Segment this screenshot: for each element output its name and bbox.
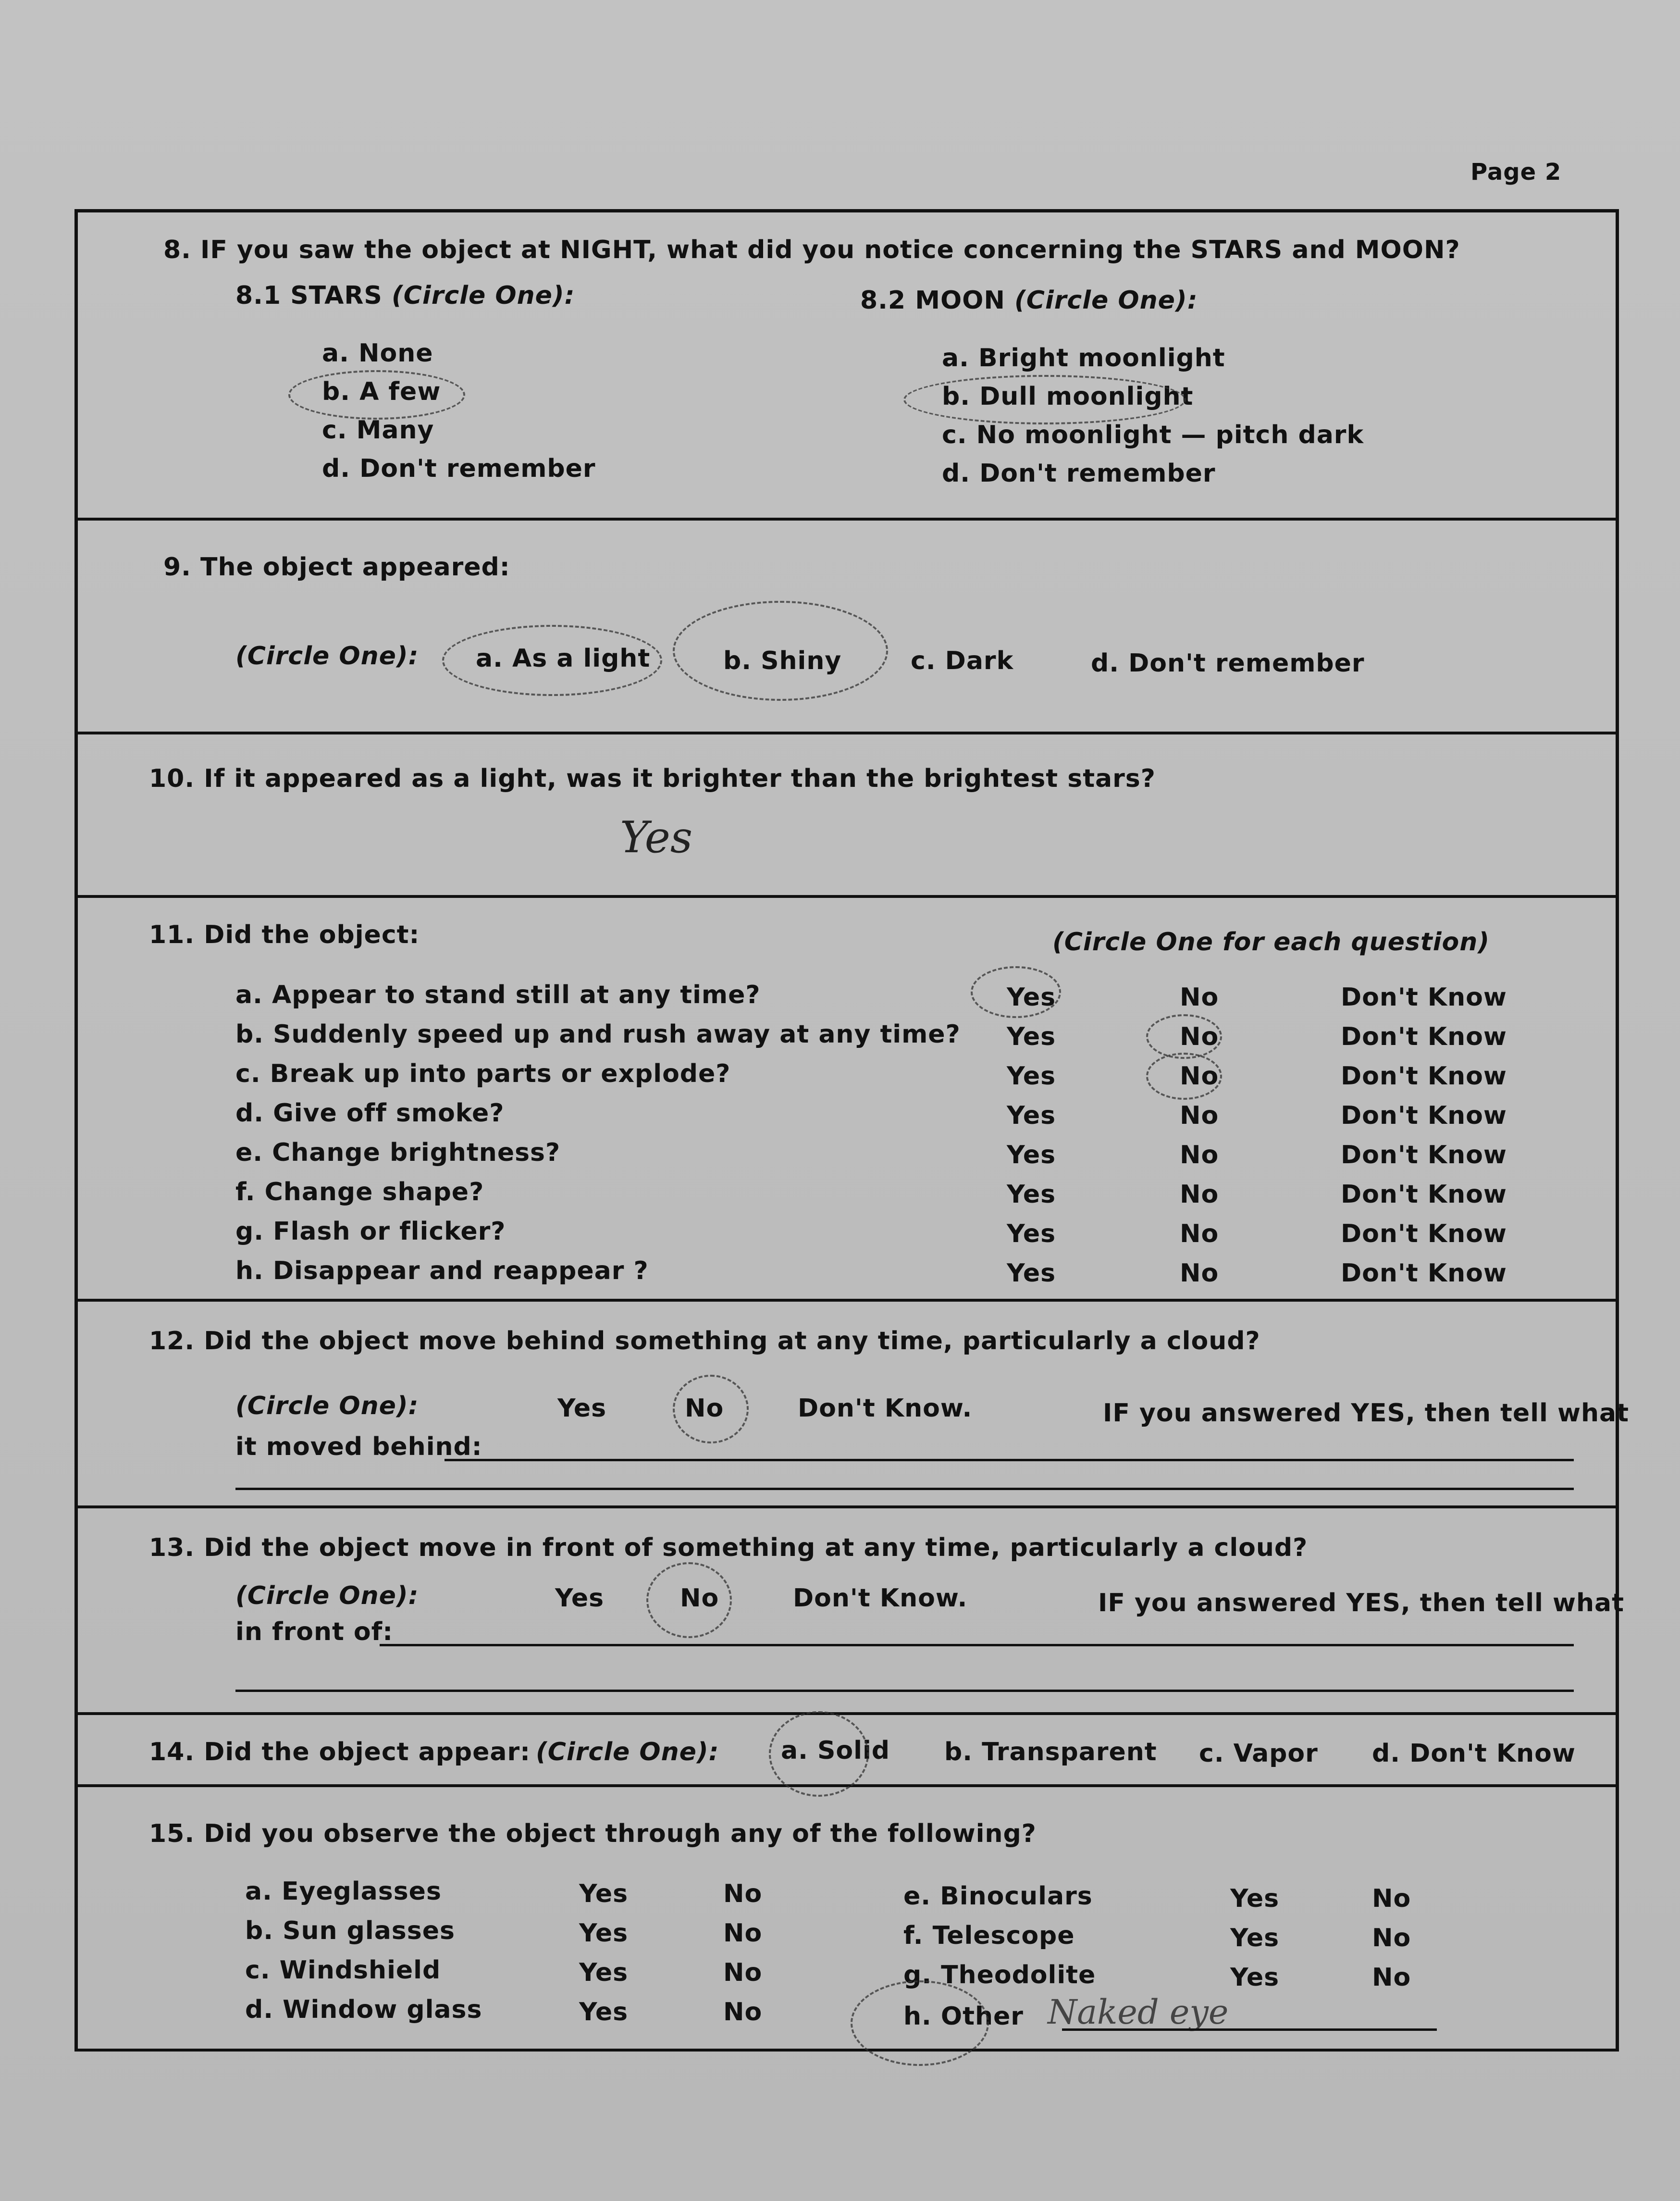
section-divider (78, 732, 1616, 734)
q15-yes-option[interactable]: Yes (579, 1879, 629, 1908)
q9-option-d[interactable]: d. Don't remember (1091, 649, 1365, 678)
q11-item-label: e. Change brightness? (235, 1138, 561, 1167)
moon-option-b[interactable]: b. Dull moonlight (942, 382, 1194, 411)
q12-answer-line-2[interactable] (235, 1488, 1574, 1490)
q11-answer-option[interactable]: Yes (1007, 1022, 1056, 1051)
q15-yes-option[interactable]: Yes (579, 1919, 629, 1948)
q15-no-option[interactable]: No (723, 1919, 763, 1948)
q11-answer-option[interactable]: Don't Know (1341, 1180, 1507, 1209)
stars-selection-circle (288, 370, 465, 420)
q15-no-option[interactable]: No (723, 1998, 763, 2027)
q15-yes-option[interactable]: Yes (1230, 1924, 1280, 1952)
q12-question: 12. Did the object move behind something at any time, particularly a cloud? (149, 1327, 1260, 1355)
q13-selection-circle (646, 1562, 732, 1638)
q12-answer-line[interactable] (445, 1459, 1574, 1461)
q11-answer-option[interactable]: No (1180, 1259, 1219, 1288)
q15-other-label: h. Other (903, 2002, 1024, 2031)
q11-answer-option[interactable]: Yes (1007, 1062, 1056, 1091)
section-divider (78, 1712, 1616, 1715)
page-number: Page 2 (1470, 159, 1562, 186)
q11-answer-option[interactable]: Don't Know (1341, 1022, 1507, 1051)
q11-answer-option[interactable]: Don't Know (1341, 1062, 1507, 1091)
section-divider (78, 1505, 1616, 1508)
q15-yes-option[interactable]: Yes (579, 1958, 629, 1987)
q11-item-label: g. Flash or flicker? (235, 1217, 506, 1246)
stars-option-b[interactable]: b. A few (322, 377, 441, 406)
q8-question: 8. IF you saw the object at NIGHT, what did you notice concerning the STARS and MOON? (163, 236, 1460, 264)
q15-other-line[interactable] (1062, 2028, 1437, 2031)
q11-answer-option[interactable]: Don't Know (1341, 1219, 1507, 1248)
q14-question: 14. Did the object appear: (149, 1738, 531, 1766)
q15-yes-option[interactable]: Yes (1230, 1884, 1280, 1913)
q14-option-d[interactable]: d. Don't Know (1372, 1739, 1576, 1768)
q13-followup: IF you answered YES, then tell what (1098, 1589, 1624, 1617)
q11a-selection-circle (971, 966, 1061, 1018)
q15-item-label: e. Binoculars (903, 1882, 1093, 1911)
q9-option-b[interactable]: b. Shiny (723, 647, 842, 675)
q14-option-b[interactable]: b. Transparent (944, 1738, 1157, 1766)
q11-answer-option[interactable]: Yes (1007, 1219, 1056, 1248)
q15-item-label: a. Eyeglasses (245, 1877, 442, 1906)
q11c-selection-circle (1146, 1053, 1222, 1100)
stars-instruction: (Circle One): (391, 281, 575, 310)
stars-label: 8.1 STARS (235, 281, 383, 310)
q13-option-dontknow[interactable]: Don't Know. (793, 1584, 968, 1613)
q11-answer-option[interactable]: Yes (1007, 1141, 1056, 1169)
q11-item-label: f. Change shape? (235, 1178, 484, 1206)
moon-label: 8.2 MOON (860, 286, 1005, 315)
section-divider (78, 1299, 1616, 1302)
moon-instruction: (Circle One): (1014, 286, 1198, 315)
q11-answer-option[interactable]: Don't Know (1341, 1259, 1507, 1288)
q11-answer-option[interactable]: Don't Know (1341, 1101, 1507, 1130)
q11-answer-option[interactable]: No (1180, 1022, 1219, 1051)
q15-question: 15. Did you observe the object through any of the following? (149, 1819, 1037, 1848)
moon-option-d[interactable]: d. Don't remember (942, 459, 1216, 488)
q15-other-selection-circle (851, 1980, 989, 2066)
q11-answer-option[interactable]: Don't Know (1341, 1141, 1507, 1169)
q12-instruction: (Circle One): (235, 1392, 419, 1420)
stars-option-a[interactable]: a. None (322, 339, 433, 368)
q15-no-option[interactable]: No (1372, 1884, 1411, 1913)
q15-no-option[interactable]: No (1372, 1924, 1411, 1952)
q14-option-c[interactable]: c. Vapor (1199, 1739, 1318, 1768)
stars-option-c[interactable]: c. Many (322, 416, 434, 445)
q13-option-no[interactable]: No (680, 1584, 719, 1613)
q14-option-a[interactable]: a. Solid (781, 1736, 890, 1765)
q11-answer-option[interactable]: Yes (1007, 1101, 1056, 1130)
q13-answer-line[interactable] (380, 1644, 1574, 1646)
q8-moon-label (860, 286, 1198, 315)
q12-option-yes[interactable]: Yes (557, 1394, 607, 1423)
q13-answer-line-2[interactable] (235, 1690, 1574, 1692)
q11-item-label: h. Disappear and reappear ? (235, 1256, 649, 1285)
q12-followup-label: it moved behind: (235, 1432, 482, 1461)
q12-option-no[interactable]: No (685, 1394, 724, 1423)
q11-item-label: d. Give off smoke? (235, 1099, 505, 1128)
q12-selection-circle (673, 1375, 749, 1443)
q15-other-handwritten: Naked eye (1048, 1992, 1229, 2032)
q11-answer-option[interactable]: No (1180, 1180, 1219, 1209)
q15-item-label: f. Telescope (903, 1921, 1075, 1950)
q11-answer-option[interactable]: No (1180, 983, 1219, 1012)
q10-handwritten-answer: Yes (620, 812, 693, 863)
q15-item-label: g. Theodolite (903, 1961, 1096, 1990)
q15-item-label: c. Windshield (245, 1956, 441, 1985)
moon-selection-circle (903, 375, 1186, 424)
q9-instruction: (Circle One): (235, 642, 419, 671)
moon-option-c[interactable]: c. No moonlight — pitch dark (942, 421, 1364, 449)
q11-instruction: (Circle One for each question) (1052, 928, 1490, 957)
q9-selection-circle-b (673, 601, 888, 701)
q13-followup-label: in front of: (235, 1617, 394, 1646)
q15-yes-option[interactable]: Yes (579, 1998, 629, 2027)
q15-item-label: b. Sun glasses (245, 1916, 455, 1945)
q15-no-option[interactable]: No (1372, 1963, 1411, 1992)
q8-stars-label (235, 281, 575, 310)
q15-no-option[interactable]: No (723, 1879, 763, 1908)
q15-item-label: d. Window glass (245, 1995, 482, 2024)
q15-no-option[interactable]: No (723, 1958, 763, 1987)
q9-question: 9. The object appeared: (163, 553, 510, 582)
q12-option-dontknow[interactable]: Don't Know. (798, 1394, 973, 1423)
q9-option-c[interactable]: c. Dark (911, 647, 1014, 675)
section-divider (78, 518, 1616, 521)
q11-answer-option[interactable]: Yes (1007, 983, 1056, 1012)
q13-option-yes[interactable]: Yes (555, 1584, 605, 1613)
q14-instruction: (Circle One): (536, 1738, 719, 1766)
q10-question: 10. If it appeared as a light, was it brighter than the brightest stars? (149, 764, 1156, 793)
q11-answer-option[interactable]: No (1180, 1219, 1219, 1248)
q11-item-label: c. Break up into parts or explode? (235, 1059, 731, 1088)
moon-option-a[interactable]: a. Bright moonlight (942, 344, 1225, 373)
stars-option-d[interactable]: d. Don't remember (322, 454, 596, 483)
q11-answer-option[interactable]: Don't Know (1341, 983, 1507, 1012)
q14-selection-circle (769, 1711, 869, 1797)
q13-question: 13. Did the object move in front of something at any time, particularly a cloud? (149, 1533, 1308, 1562)
q11-question: 11. Did the object: (149, 920, 420, 949)
q11-answer-option[interactable]: Yes (1007, 1259, 1056, 1288)
q11-answer-option[interactable]: No (1180, 1141, 1219, 1169)
q11-answer-option[interactable]: No (1180, 1101, 1219, 1130)
q13-instruction: (Circle One): (235, 1581, 419, 1610)
q11-answer-option[interactable]: No (1180, 1062, 1219, 1091)
q9-selection-circle-a (442, 625, 662, 696)
q12-followup: IF you answered YES, then tell what (1103, 1399, 1629, 1428)
section-divider (78, 895, 1616, 898)
q11-item-label: b. Suddenly speed up and rush away at any time? (235, 1020, 961, 1049)
q11-answer-option[interactable]: Yes (1007, 1180, 1056, 1209)
q15-yes-option[interactable]: Yes (1230, 1963, 1280, 1992)
q11-item-label: a. Appear to stand still at any time? (235, 981, 761, 1009)
q9-option-a[interactable]: a. As a light (476, 644, 651, 673)
